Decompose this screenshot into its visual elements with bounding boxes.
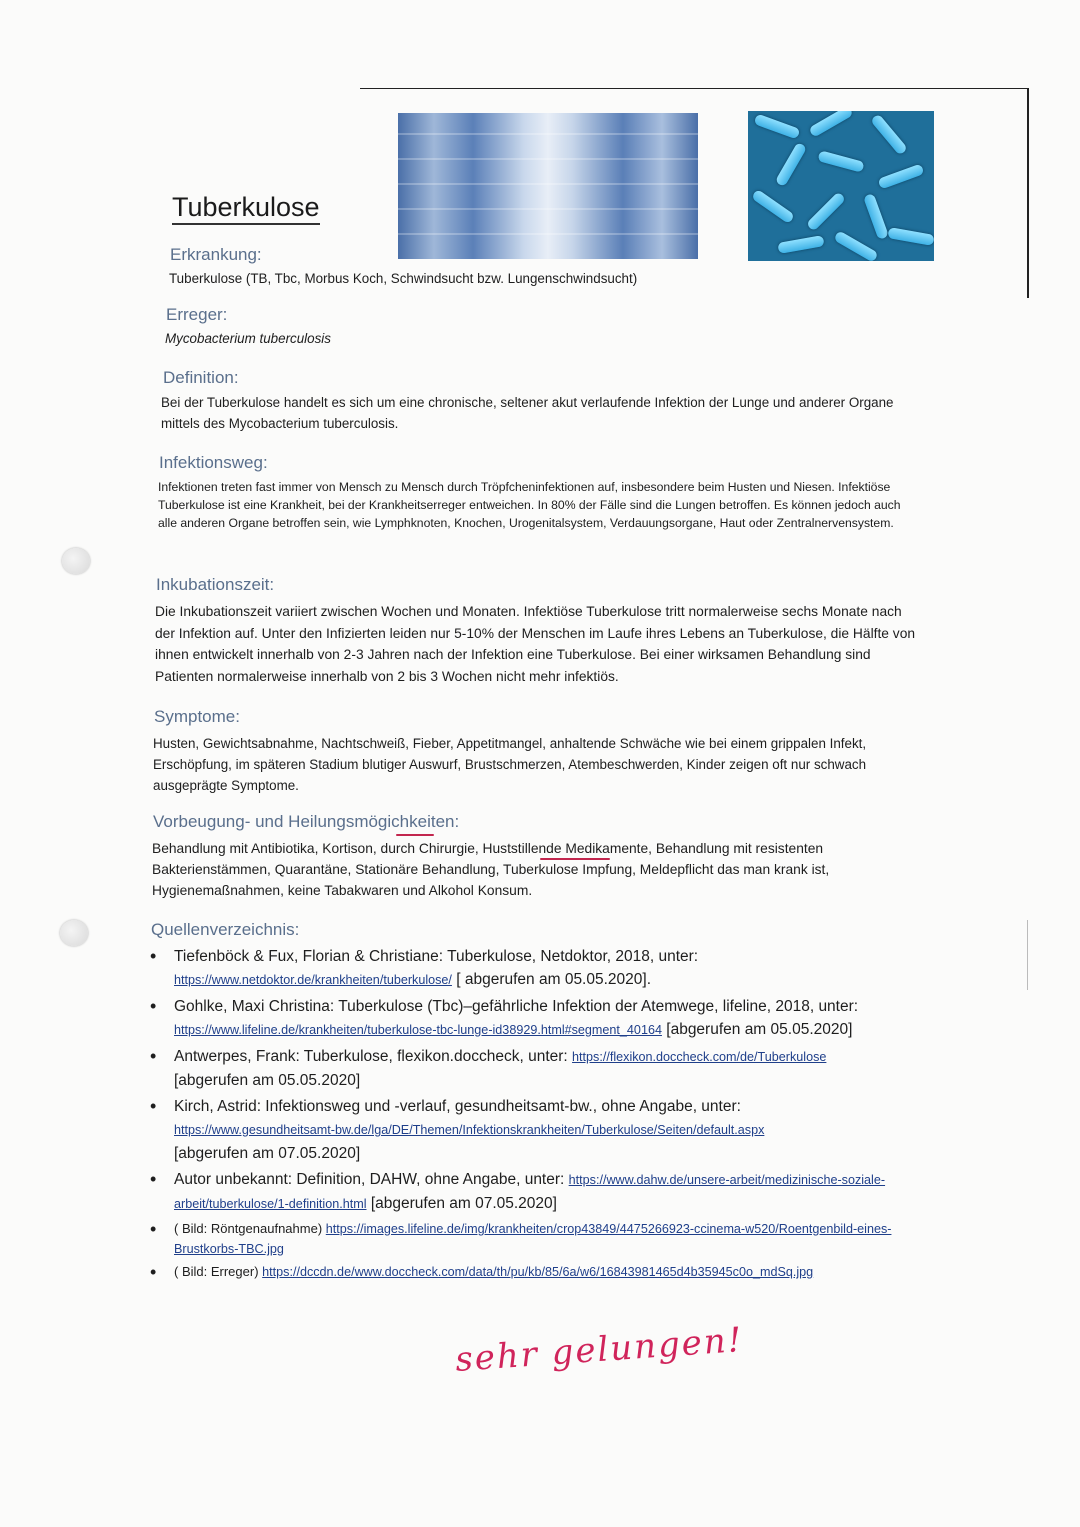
erreger-text: Mycobacterium tuberculosis [165, 331, 331, 346]
teacher-note: sehr gelungen! [453, 1319, 745, 1381]
inkubationszeit-text: Die Inkubationszeit variiert zwischen Wochen und Monaten. Infektiöse Tuberkulose tritt normalerweise sechs Monate nach der Infektion auf. Unter den Infizierten leiden nur 5-10% der Menschen im Laufe ihres Lebens an Tuberkulose, die Hälfte von ihnen entwickelt innerhalb von 2-3 Jahren nach der Infektion eine Tuberkulose. Bei einer wirksamen Behandlung sind Patienten normalerweise innerhalb von 2 bis 3 Wochen nicht mehr infektiös. [155, 604, 916, 684]
inkubationszeit-heading: Inkubationszeit: [156, 575, 275, 594]
source-item: • ( Bild: Erreger) https://dccdn.de/www.doccheck.com/data/th/pu/kb/85/6a/w6/16843981465d4b35945c0o_mdSq.jpg [146, 1262, 946, 1282]
punch-hole-top [62, 548, 90, 574]
vorbeugung-heading: Vorbeugung- und Heilungsmögichkeiten: [153, 812, 460, 831]
source-item: • Gohlke, Maxi Christina: Tuberkulose (Tbc)–gefährliche Infektion der Atemwege, lifeline, 2018, unter: https://www.lifeline.de/krankheiten/tuberkulose-tbc-lunge-id38929.html#segment_40164 [abgerufen am 05.05.2020] [146, 995, 946, 1042]
source-item: • ( Bild: Röntgenaufnahme) https://images.lifeline.de/img/krankheiten/crop43849/4475266923-ccinema-w520/Roentgenbild-eines-Brustkorbs-TBC.jpg [146, 1219, 946, 1259]
page-border-right [1027, 88, 1029, 298]
source-link[interactable]: https://dccdn.de/www.doccheck.com/data/th/pu/kb/85/6a/w6/16843981465d4b35945c0o_mdSq.jpg [262, 1265, 814, 1279]
definition-heading: Definition: [163, 368, 239, 387]
source-link[interactable]: https://www.netdoktor.de/krankheiten/tuberkulose/ [174, 973, 452, 987]
source-link[interactable]: https://flexikon.doccheck.com/de/Tuberkulose [572, 1050, 827, 1064]
source-item: • Antwerpes, Frank: Tuberkulose, flexikon.doccheck, unter: https://flexikon.doccheck.com/de/Tuberkulose [abgerufen am 05.05.2020] [146, 1045, 946, 1092]
bacteria-image [748, 111, 934, 261]
punch-hole-bottom [60, 920, 88, 946]
infektionsweg-text: Infektionen treten fast immer von Mensch zu Mensch durch Tröpfcheninfektionen auf, insbesondere beim Husten und Niesen. Infektiöse Tuberkulose ist eine Krankheit, bei der Krankheitserreger entweichen. In 80% der Fälle sind die Lungen betroffen. Es können jedoch auch alle anderen Organe betroffen sein, wie Lymphknoten, Knochen, Urogenitalsystem, Verdauungsorgane, Haut oder Zentralnervensystem. [158, 480, 901, 530]
correction-mark [540, 858, 610, 860]
definition-text: Bei der Tuberkulose handelt es sich um eine chronische, seltener akut verlaufende Infektion der Lunge und anderer Organe mittels des Mycobacterium tuberculosis. [161, 395, 894, 431]
page-title: Tuberkulose [172, 192, 320, 225]
source-list [146, 945, 946, 1285]
source-item: • Autor unbekannt: Definition, DAHW, ohne Angabe, unter: https://www.dahw.de/unsere-arbeit/medizinische-soziale-arbeit/tuberkulose/1-definition.html [abgerufen am 07.05.2020] [146, 1168, 946, 1216]
source-link[interactable]: https://www.gesundheitsamt-bw.de/lga/DE/Themen/Infektionskrankheiten/Tuberkulose/Seiten/default.aspx [174, 1123, 765, 1137]
symptome-text: Husten, Gewichtsabnahme, Nachtschweiß, Fieber, Appetitmangel, anhaltende Schwäche wie bei einem grippalen Infekt, Erschöpfung, im späteren Stadium blutiger Auswurf, Brustschmerzen, Atembeschwerden, Kinder zeigen oft nur schwach ausgeprägte Symptome. [153, 736, 867, 793]
source-item: • Kirch, Astrid: Infektionsweg und -verlauf, gesundheitsamt-bw., ohne Angabe, unter: https://www.gesundheitsamt-bw.de/lga/DE/Themen/Infektionskrankheiten/Tuberkulose/Seiten/default.aspx [abgerufen am 07.05.2020] [146, 1095, 946, 1165]
infektionsweg-heading: Infektionsweg: [159, 453, 268, 472]
quellen-heading: Quellenverzeichnis: [151, 920, 300, 939]
source-link[interactable]: https://www.dahw.de/unsere-arbeit/medizinische-soziale-arbeit/tuberkulose/1-definition.html [174, 1173, 886, 1211]
source-link[interactable]: https://www.lifeline.de/krankheiten/tuberkulose-tbc-lunge-id38929.html#segment_40164 [174, 1023, 662, 1037]
source-item: • Tiefenböck & Fux, Florian & Christiane: Tuberkulose, Netdoktor, 2018, unter: https://www.netdoktor.de/krankheiten/tuberkulose/ [ abgerufen am 05.05.2020]. [146, 945, 946, 992]
erreger-heading: Erreger: [166, 305, 228, 324]
xray-image [398, 113, 698, 259]
symptome-heading: Symptome: [154, 707, 240, 726]
vorbeugung-text: Behandlung mit Antibiotika, Kortison, durch Chirurgie, Huststillende Medikamente, Behandlung mit resistenten Bakterienstämmen, Quarantäne, Stationäre Behandlung, Tuberkulose Impfung, Meldepflicht das man krank ist, Hygienemaßnahmen, keine Tabakwaren und Alkohol Konsum. [152, 841, 830, 898]
correction-mark [396, 834, 434, 836]
erkrankung-heading: Erkrankung: [170, 245, 262, 264]
erkrankung-text: Tuberkulose (TB, Tbc, Morbus Koch, Schwindsucht bzw. Lungenschwindsucht) [169, 271, 638, 286]
page-border-right-lower [1027, 920, 1028, 990]
page-border-top [360, 88, 1028, 89]
source-link[interactable]: https://images.lifeline.de/img/krankheiten/crop43849/4475266923-ccinema-w520/Roentgenbild-eines-Brustkorbs-TBC.jpg [174, 1222, 892, 1256]
